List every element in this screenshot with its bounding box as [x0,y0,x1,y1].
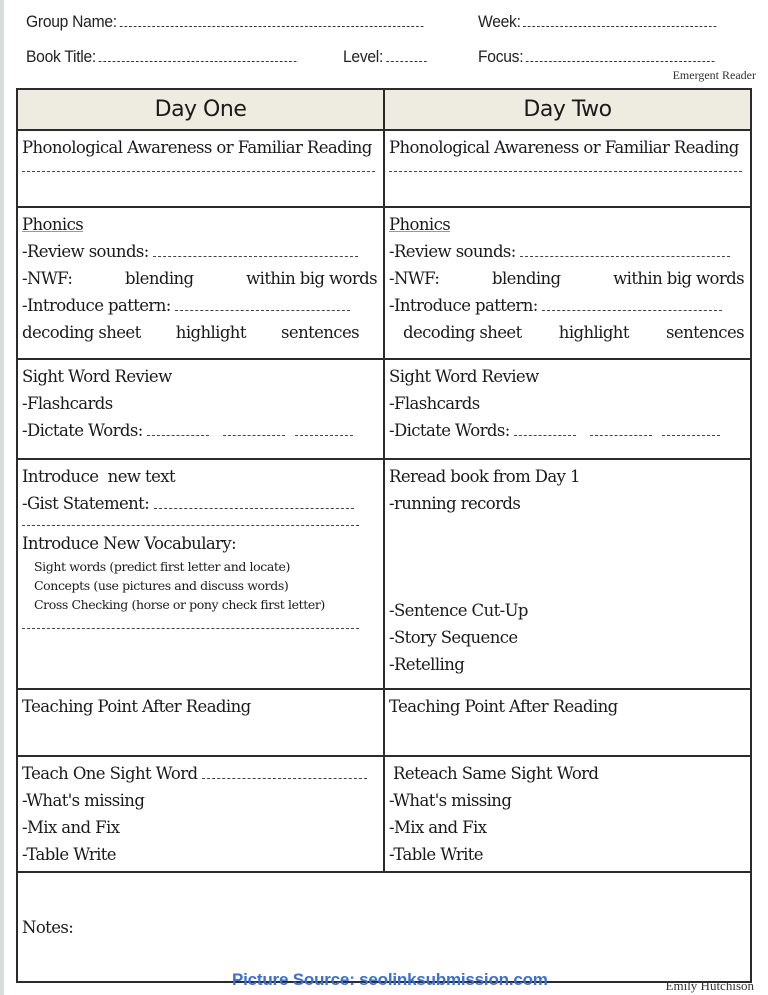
vocabulary-blank-line[interactable] [22,628,359,629]
dictate-blank-1[interactable] [514,423,576,436]
day-one-phonics[interactable] [17,207,384,359]
phonics-title: Phonics [22,215,84,234]
gist-continuation-line[interactable] [22,525,359,526]
review-sounds-blank[interactable] [153,244,358,257]
introduce-pattern-blank[interactable] [542,298,722,311]
phonics-options-line [22,319,379,346]
introduce-pattern-blank[interactable] [175,298,350,311]
focus-blank[interactable] [526,48,715,62]
mix-and-fix-item: -Mix and Fix [22,818,120,837]
reread-spacer [389,517,746,597]
introduce-pattern-line[interactable] [22,292,379,319]
day-two-phonological[interactable] [384,130,751,207]
day-two-reread[interactable] [384,459,751,689]
column-day-one: Day One [17,89,384,130]
day-one-teaching-point[interactable] [17,689,384,756]
week-field[interactable] [478,12,717,32]
row-phonological [17,130,751,207]
teaching-point-title: Teaching Point After Reading [389,697,618,716]
dictate-words-label: -Dictate Words: [389,421,510,440]
introduce-pattern-label: -Introduce pattern: [389,296,538,315]
row-teaching-point [17,689,751,756]
option-highlight[interactable]: highlight [175,323,246,342]
dictate-words-line[interactable] [389,417,746,444]
vocab-item-cross-checking: Cross Checking (horse or pony check first letter) [34,597,325,612]
gist-statement-line[interactable] [22,490,379,517]
review-sounds-label: -Review sounds: [389,242,516,261]
nwf-line [22,265,379,292]
phonological-title: Phonological Awareness or Familiar Reading [22,138,372,157]
option-decoding-sheet[interactable]: decoding sheet [403,323,522,342]
header-row [17,89,751,130]
book-title-field[interactable] [26,47,297,67]
level-field[interactable] [343,47,426,67]
phonics-options-line [389,319,746,346]
row-sight-word [17,756,751,872]
subtitle-emergent-reader: Emergent Reader [672,68,756,82]
nwf-option-blending[interactable]: blending [125,269,194,288]
dictate-blank-3[interactable] [295,423,353,436]
dictate-words-label: -Dictate Words: [22,421,143,440]
phonics-title: Phonics [389,215,451,234]
group-name-label: Group Name: [26,12,117,31]
nwf-label: -NWF: [389,269,440,288]
dictate-blank-3[interactable] [662,423,720,436]
review-sounds-line[interactable] [22,238,379,265]
picture-source-watermark: Picture Source: seolinksubmission.com [232,970,548,989]
day-two-teaching-point[interactable] [384,689,751,756]
page-left-edge [0,0,4,995]
phonological-blank-line[interactable] [22,171,375,172]
group-name-field[interactable] [26,12,423,32]
day-one-sight-word-review[interactable] [17,359,384,459]
vocab-item-concepts: Concepts (use pictures and discuss words) [34,578,289,593]
story-sequence-item: -Story Sequence [389,628,518,647]
option-sentences[interactable]: sentences [666,323,744,342]
book-title-label: Book Title: [26,47,96,66]
focus-label: Focus: [478,47,524,66]
phonological-blank-line[interactable] [389,171,742,172]
flashcards-item: -Flashcards [22,394,113,413]
running-records-item: -running records [389,494,521,513]
nwf-label: -NWF: [22,269,73,288]
whats-missing-item: -What's missing [22,791,145,810]
vocabulary-title: Introduce New Vocabulary: [22,534,237,553]
day-two-sight-word[interactable] [384,756,751,872]
sight-word-review-title: Sight Word Review [389,367,539,386]
introduce-pattern-line[interactable] [389,292,746,319]
level-label: Level: [343,47,384,66]
day-one-new-text[interactable] [17,459,384,689]
notes-label: Notes: [22,917,74,937]
level-blank[interactable] [386,48,426,62]
notes-area[interactable] [17,872,751,982]
week-blank[interactable] [523,13,716,27]
week-label: Week: [478,12,521,31]
reread-title: Reread book from Day 1 [389,467,580,486]
day-two-sight-word-review[interactable] [384,359,751,459]
gist-statement-label: -Gist Statement: [22,494,150,513]
row-sight-word-review [17,359,751,459]
day-one-sight-word[interactable] [17,756,384,872]
nwf-option-big-words[interactable]: within big words [246,269,377,288]
lesson-plan-table [16,88,752,983]
teach-sight-word-title: Teach One Sight Word [22,764,198,783]
teach-sight-word-line[interactable] [22,760,379,787]
column-day-two: Day Two [384,89,751,130]
nwf-option-big-words[interactable]: within big words [613,269,744,288]
review-sounds-blank[interactable] [520,244,730,257]
dictate-blank-2[interactable] [590,423,652,436]
dictate-words-line[interactable] [22,417,379,444]
review-sounds-label: -Review sounds: [22,242,149,261]
flashcards-item: -Flashcards [389,394,480,413]
introduce-pattern-label: -Introduce pattern: [22,296,171,315]
new-text-title: Introduce new text [22,467,175,486]
nwf-option-blending[interactable]: blending [492,269,561,288]
focus-field[interactable] [478,47,715,67]
dictate-blank-2[interactable] [223,423,285,436]
book-title-blank[interactable] [99,48,297,62]
nwf-line [389,265,746,292]
mix-and-fix-item: -Mix and Fix [389,818,487,837]
table-write-item: -Table Write [22,845,116,864]
sight-word-blank[interactable] [202,766,367,779]
option-sentences[interactable]: sentences [281,323,359,342]
sight-word-review-title: Sight Word Review [22,367,172,386]
group-name-blank[interactable] [120,13,424,27]
retelling-item: -Retelling [389,655,465,674]
teaching-point-title: Teaching Point After Reading [22,697,251,716]
row-new-text [17,459,751,689]
dictate-blank-1[interactable] [147,423,209,436]
row-notes [17,872,751,982]
sentence-cut-up-item: -Sentence Cut-Up [389,601,528,620]
option-decoding-sheet[interactable]: decoding sheet [22,323,141,342]
row-phonics [17,207,751,359]
day-one-phonological[interactable] [17,130,384,207]
review-sounds-line[interactable] [389,238,746,265]
reteach-sight-word-title: Reteach Same Sight Word [393,764,599,783]
gist-statement-blank[interactable] [154,496,354,509]
day-two-phonics[interactable] [384,207,751,359]
phonological-title: Phonological Awareness or Familiar Reading [389,138,739,157]
author-credit: Emily Hutchison [665,978,754,993]
whats-missing-item: -What's missing [389,791,512,810]
option-highlight[interactable]: highlight [558,323,629,342]
table-write-item: -Table Write [389,845,483,864]
vocab-item-sight-words: Sight words (predict first letter and locate) [34,559,290,574]
